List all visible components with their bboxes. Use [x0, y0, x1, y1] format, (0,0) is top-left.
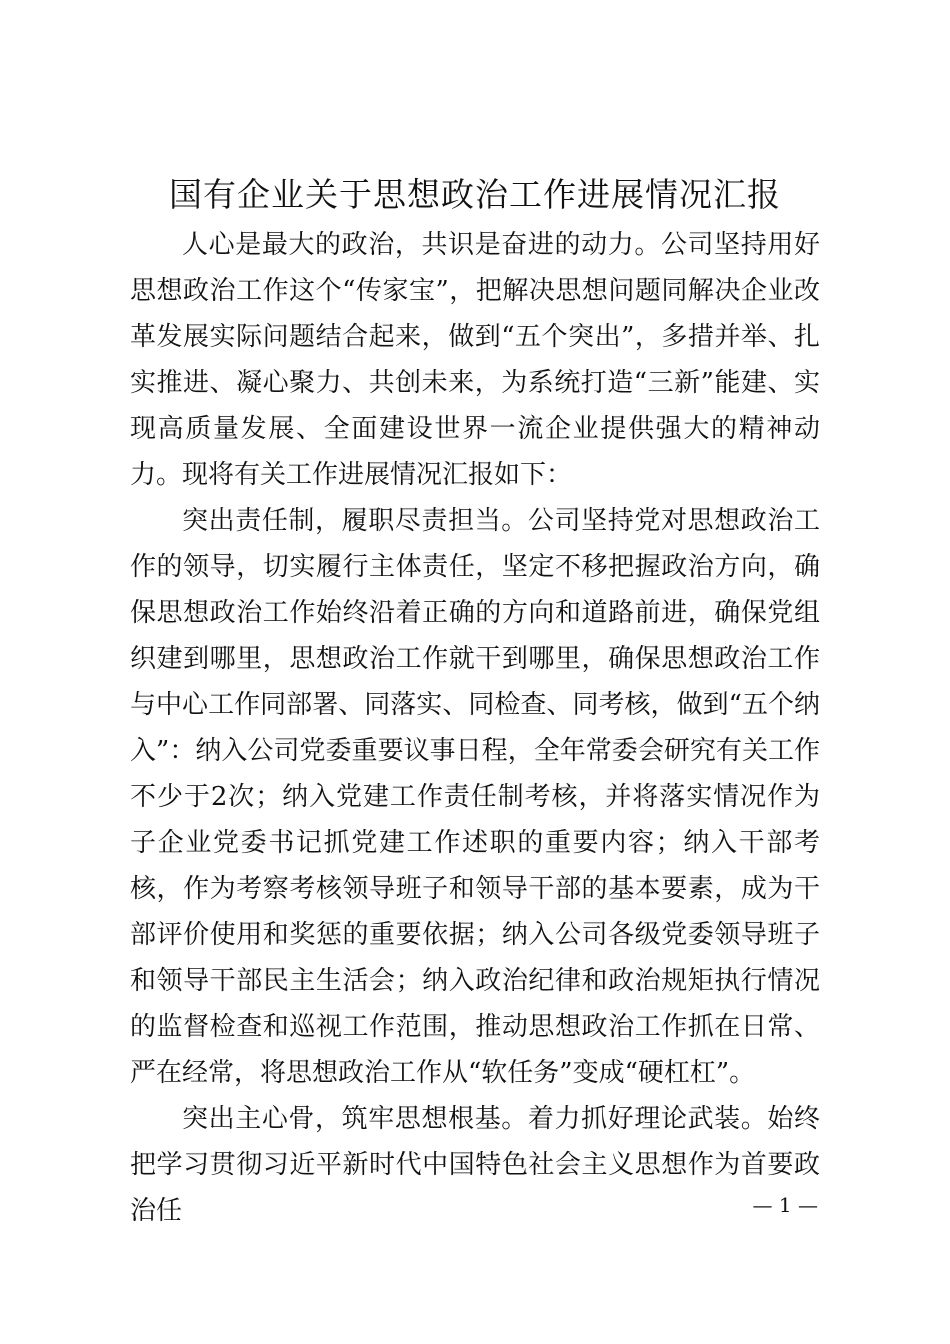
document-body: [130, 222, 820, 1234]
paragraph-responsibility: 突出责任制，履职尽责担当。公司坚持党对思想政治工作的领导，切实履行主体责任，坚定不移把握政治方向，确保思想政治工作始终沿着正确的方向和道路前进，确保党组织建到哪里，思想政治工作就干到哪里，确保思想政治工作与中心工作同部署、同落实、同检查、同考核，做到“五个纳入”：纳入公司党委重要议事日程，全年常委会研究有关工作不少于2次；纳入党建工作责任制考核，并将落实情况作为子企业党委书记抓党建工作述职的重要内容；纳入干部考核，作为考察考核领导班子和领导干部的基本要素，成为干部评价使用和奖惩的重要依据；纳入公司各级党委领导班子和领导干部民主生活会；纳入政治纪律和政治规矩执行情况的监督检查和巡视工作范围，推动思想政治工作抓在日常、严在经常，将思想政治工作从“软任务”变成“硬杠杠”。: [130, 506, 820, 1088]
document-title: 国有企业关于思想政治工作进展情况汇报: [169, 175, 781, 214]
paragraph-backbone: 突出主心骨，筑牢思想根基。着力抓好理论武装。始终把学习贯彻习近平新时代中国特色社会主义思想作为首要政治任: [130, 1104, 820, 1226]
page-number: — 1 —: [752, 1193, 818, 1217]
paragraph-intro: 人心是最大的政治，共识是奋进的动力。公司坚持用好思想政治工作这个“传家宝”，把解决思想问题同解决企业改革发展实际问题结合起来，做到“五个突出”，多措并举、扎实推进、凝心聚力、共创未来，为系统打造“三新”能建、实现高质量发展、全面建设世界一流企业提供强大的精神动力。现将有关工作进展情况汇报如下：: [130, 230, 820, 490]
